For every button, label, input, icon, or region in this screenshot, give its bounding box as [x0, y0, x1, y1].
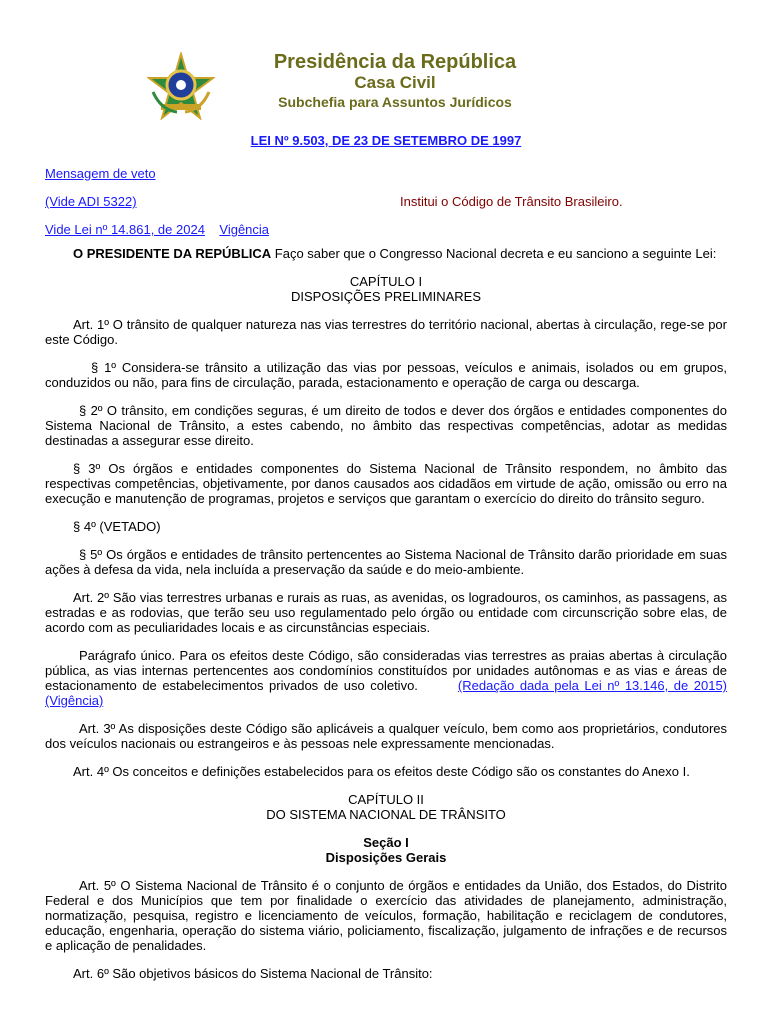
art2-paragrafo-text: Parágrafo único. Para os efeitos deste Código, são consideradas vias terrestres as praias abertas à circulação pública, as vias internas pertencentes aos condomínios constituídos por unidades autônomas e as vias e áreas de estacionamento de estabelecimentos privados de uso coletivo. — [45, 648, 727, 693]
section1-heading — [45, 835, 727, 865]
header-subtitle: Casa Civil — [354, 73, 436, 92]
art2-vigencia-link[interactable]: (Vigência) — [45, 693, 104, 708]
coat-of-arms-icon — [147, 52, 215, 120]
art1-caput: Art. 1º O trânsito de qualquer natureza nas vias terrestres do território nacional, abertas à circulação, rege-se por este Código. — [45, 317, 727, 347]
document-page — [45, 0, 727, 994]
chapter2-title: DO SISTEMA NACIONAL DE TRÂNSITO — [266, 807, 506, 822]
chapter2-label: CAPÍTULO II — [348, 792, 424, 807]
adi-row — [45, 188, 727, 216]
chapter1-heading — [45, 274, 727, 304]
art1-p3: § 3º Os órgãos e entidades componentes do Sistema Nacional de Trânsito respondem, no âmbito das respectivas competências, objetivamente, por danos causados aos cidadãos em virtude de ação, omissão ou erro na execução e manutenção de programas, projetos e serviços que garantam o exercício do direito do trânsito seguro. — [45, 461, 727, 506]
preamble-bold: O PRESIDENTE DA REPÚBLICA — [73, 246, 272, 261]
chapter2-heading — [45, 792, 727, 822]
vigencia-link[interactable]: Vigência — [219, 222, 270, 237]
art3: Art. 3º As disposições deste Código são aplicáveis a qualquer veículo, bem como aos proprietários, condutores dos veículos nacionais ou estrangeiros e às pessoas nele expressamente mencionadas. — [45, 721, 727, 751]
veto-row — [45, 160, 727, 188]
section1-title: Disposições Gerais — [325, 850, 447, 865]
vide-row — [45, 216, 727, 244]
chapter1-label: CAPÍTULO I — [349, 274, 423, 289]
art5: Art. 5º O Sistema Nacional de Trânsito é o conjunto de órgãos e entidades da União, dos Estados, do Distrito Federal e dos Municípios que tem por finalidade o exercício das atividades de planejamento, administração, normatização, pesquisa, registro e licenciamento de veículos, formação, habilitação e reciclagem de condutores, educação, engenharia, operação do sistema viário, policiamento, fiscalização, julgamento de infrações e de recursos e aplicação de penalidades. — [45, 878, 727, 953]
veto-link[interactable]: Mensagem de veto — [45, 166, 156, 181]
art1-p1: § 1º Considera-se trânsito a utilização das vias por pessoas, veículos e animais, isolados ou em grupos, conduzidos ou não, para fins de circulação, parada, estacionamento e operação de carga ou descarga. — [45, 360, 727, 390]
ementa: Institui o Código de Trânsito Brasileiro. — [400, 194, 623, 209]
art1-p2: § 2º O trânsito, em condições seguras, é um direito de todos e dever dos órgãos e entidades componentes do Sistema Nacional de Trânsito, a estes cabendo, no âmbito das respectivas competências, adotar as medidas destinadas a assegurar esse direito. — [45, 403, 727, 448]
adi-link[interactable]: (Vide ADI 5322) — [45, 194, 137, 209]
header-text — [245, 50, 545, 112]
section1-label: Seção I — [363, 835, 409, 850]
art6: Art. 6º São objetivos básicos do Sistema Nacional de Trânsito: — [73, 966, 433, 981]
vide-lei-link[interactable]: Vide Lei nº 14.861, de 2024 — [45, 222, 205, 237]
preamble-text: Faço saber que o Congresso Nacional decreta e eu sanciono a seguinte Lei: — [271, 246, 717, 261]
header — [45, 0, 727, 125]
header-subtitle2: Subchefia para Assuntos Jurídicos — [278, 94, 512, 110]
art1-p5: § 5º Os órgãos e entidades de trânsito pertencentes ao Sistema Nacional de Trânsito darão prioridade em suas ações à defesa da vida, nela incluída a preservação da saúde e do meio-ambiente. — [45, 547, 727, 577]
law-title — [45, 133, 727, 148]
preamble — [45, 246, 727, 261]
art4: Art. 4º Os conceitos e definições estabelecidos para os efeitos deste Código são os constantes do Anexo I. — [73, 764, 690, 779]
header-title: Presidência da República — [273, 51, 517, 73]
art1-p4: § 4º (VETADO) — [73, 519, 161, 534]
art2-caput: Art. 2º São vias terrestres urbanas e rurais as ruas, as avenidas, os logradouros, os caminhos, as passagens, as estradas e as rodovias, que terão seu uso regulamentado pelo órgão ou entidade com circunscrição sobre elas, de acordo com as peculiaridades locais e as circunstâncias especiais. — [45, 590, 727, 635]
art2-paragrafo — [45, 648, 727, 708]
chapter1-title: DISPOSIÇÕES PRELIMINARES — [291, 289, 481, 304]
redacao-link[interactable]: (Redação dada pela Lei nº 13.146, de 2015) — [457, 678, 727, 693]
law-title-link[interactable]: LEI Nº 9.503, DE 23 DE SETEMBRO DE 1997 — [250, 133, 522, 148]
